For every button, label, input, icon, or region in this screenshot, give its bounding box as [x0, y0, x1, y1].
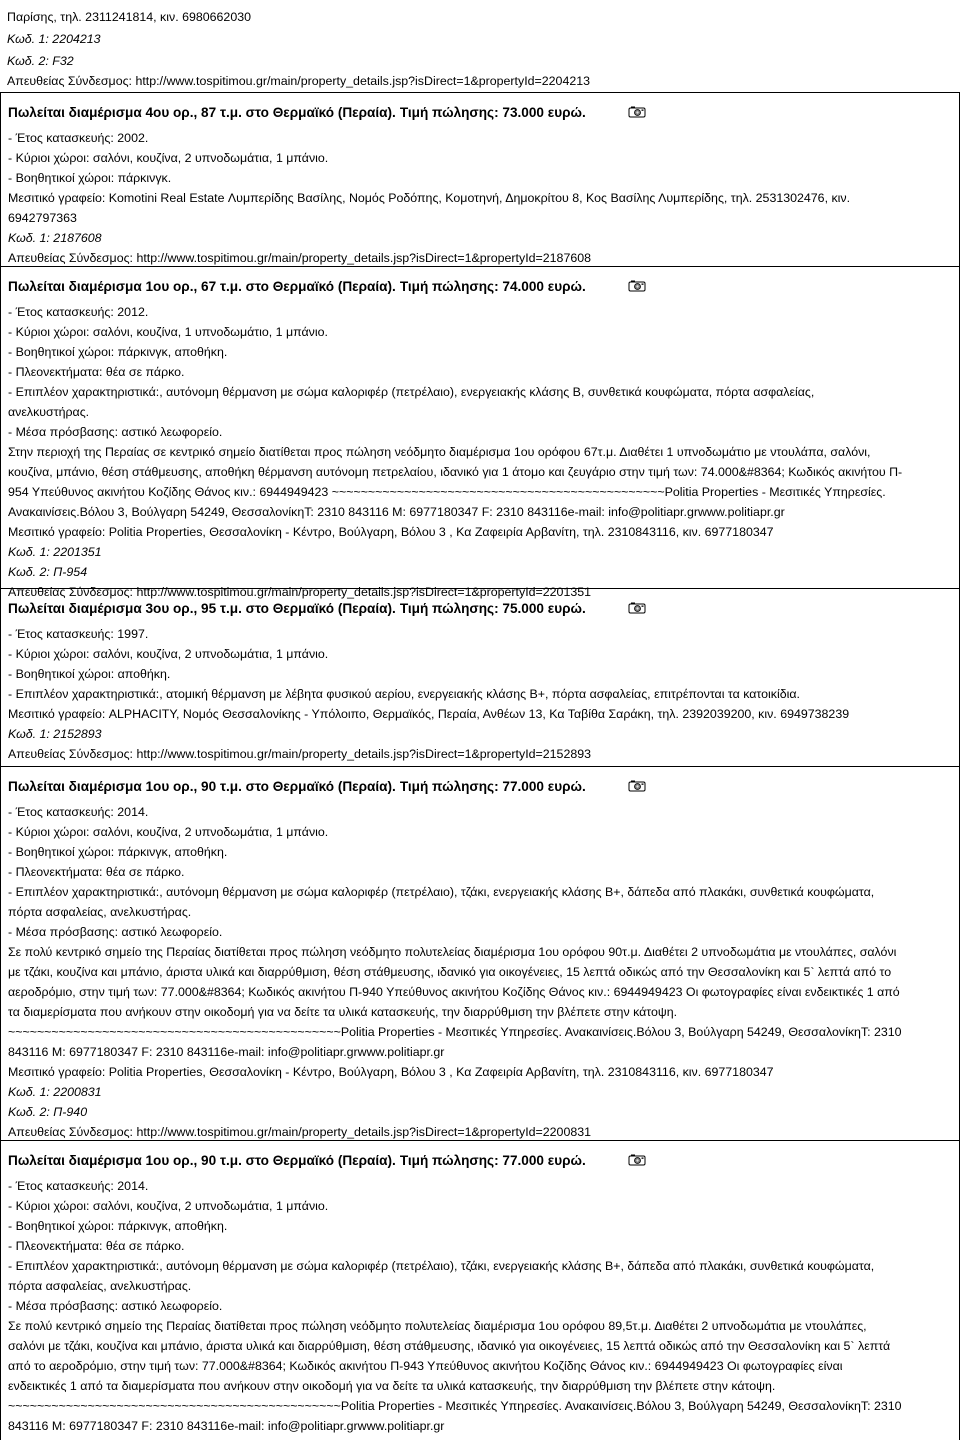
listing-headline: Πωλείται διαμέρισμα 1ου ορ., 67 τ.μ. στο Θερμαϊκό (Περαία).	[8, 279, 396, 294]
listing-price: Τιμή πώλησης: 75.000 ευρώ.	[399, 601, 586, 616]
listing-code: Κωδ. 2: Π-954	[8, 565, 88, 579]
detail-line: - Μέσα πρόσβασης: αστικό λεωφορείο.	[8, 425, 223, 439]
detail-line: - Πλεονεκτήματα: θέα σε πάρκο.	[8, 865, 185, 879]
listing-card	[0, 766, 960, 1140]
detail-line: Μεσιτικό γραφείο: Politia Properties, Θεσσαλονίκη - Κέντρο, Βούλγαρη, Βόλου 3 , Κα Ζαφειρία Αρβανίτη, τηλ. 2310843116, κιν. 6977180347	[8, 1065, 774, 1079]
detail-line: ενδεικτικές 1 από τα διαμερίσματα που ανήκουν στην οικοδομή για να δείτε τα υλικά κατασκευής, την διαρρύθμιση την βλέπετε στην κάτοψη.	[8, 1379, 776, 1393]
listing-code: Κωδ. 1: 2187608	[8, 231, 102, 245]
detail-line: - Πλεονεκτήματα: θέα σε πάρκο.	[8, 1239, 185, 1253]
camera-icon[interactable]	[628, 602, 646, 614]
direct-link[interactable]: Απευθείας Σύνδεσμος: http://www.tospitimou.gr/main/property_details.jsp?isDirect=1&propertyId=2152893	[8, 747, 592, 761]
listing-code: Κωδ. 2: Π-940	[8, 1105, 88, 1119]
camera-icon[interactable]	[628, 1154, 646, 1166]
detail-line: - Βοηθητικοί χώροι: πάρκινγκ, αποθήκη.	[8, 845, 228, 859]
listing-details	[1, 129, 959, 268]
detail-line: - Μέσα πρόσβασης: αστικό λεωφορείο.	[8, 1299, 223, 1313]
direct-link[interactable]: Απευθείας Σύνδεσμος: http://www.tospitimou.gr/main/property_details.jsp?isDirect=1&propertyId=2204213	[7, 74, 591, 88]
listing-card	[0, 92, 960, 266]
detail-line: - Κύριοι χώροι: σαλόνι, κουζίνα, 2 υπνοδωμάτια, 1 μπάνιο.	[8, 151, 329, 165]
direct-link[interactable]: Απευθείας Σύνδεσμος: http://www.tospitimou.gr/main/property_details.jsp?isDirect=1&propertyId=2200831	[8, 1125, 592, 1139]
listing-title	[8, 279, 586, 294]
listing-title	[8, 601, 586, 616]
detail-line: με τζάκι, κουζίνα και μπάνιο, άριστα υλικά και διαρρύθμιση, θέση στάθμευσης, ιδανικό για οικογένειες, 15 λεπτά οδικώς από την Θεσσαλονίκη και 5` λεπτά από το	[8, 965, 892, 979]
detail-line: από το αεροδρόμιο, στην τιμή των: 77.000&#8364; Κωδικός ακινήτου Π-943 Υπεύθυνος ακινήτου Κοζίδης Θάνος κιν.: 6944949423 Οι φωτογραφίες είναι	[8, 1359, 843, 1373]
listing-headline: Πωλείται διαμέρισμα 3ου ορ., 95 τ.μ. στο Θερμαϊκό (Περαία).	[8, 601, 396, 616]
detail-line: πόρτα ασφαλείας, ανελκυστήρας.	[8, 905, 192, 919]
detail-line: Μεσιτικό γραφείο: ALPHACITY, Νομός Θεσσαλονίκης - Υπόλοιπο, Θερμαϊκός, Περαία, Ανθέων 13, Κα Ταβίθα Σαράκη, τηλ. 2392039200, κιν. 6949738239	[8, 707, 850, 721]
detail-line: - Κύριοι χώροι: σαλόνι, κουζίνα, 2 υπνοδωμάτια, 1 μπάνιο.	[8, 1199, 329, 1213]
detail-line: - Πλεονεκτήματα: θέα σε πάρκο.	[8, 365, 185, 379]
detail-line: ~~~~~~~~~~~~~~~~~~~~~~~~~~~~~~~~~~~~~~~~~~~~~~Politia Properties - Μεσιτικές Υπηρεσίες. Ανακαινίσεις.Βόλου 3, Βούλγαρη 54249, ΘεσσαλονίκηT: 2310	[8, 1399, 902, 1413]
detail-line: - Επιπλέον χαρακτηριστικά:, ατομική θέρμανση με λέβητα φυσικού αερίου, ενεργειακής κλάσης B+, πόρτα ασφαλείας, επιτρέπονται τα κατοικίδια.	[8, 687, 800, 701]
detail-line: - Βοηθητικοί χώροι: πάρκινγκ.	[8, 171, 172, 185]
listing-price: Τιμή πώλησης: 77.000 ευρώ.	[399, 1153, 586, 1168]
listing-details	[1, 1177, 959, 1436]
listing-code: Κωδ. 1: 2200831	[8, 1085, 102, 1099]
detail-line: - Επιπλέον χαρακτηριστικά:, αυτόνομη θέρμανση με σώμα καλοριφέρ (πετρέλαιο), τζάκι, ενεργειακής κλάσης B+, δάπεδα από πλακάκι, συνθετικά κουφώματα,	[8, 885, 875, 899]
detail-line: 954 Υπεύθυνος ακινήτου Κοζίδης Θάνος κιν.: 6944949423 ~~~~~~~~~~~~~~~~~~~~~~~~~~~~~~~~~~~~~~~~~~~~~~Politia Properties - Μεσιτικές Υπηρεσίες.	[8, 485, 886, 499]
listing-card	[0, 266, 960, 599]
camera-icon[interactable]	[628, 280, 646, 292]
listing-card	[0, 1140, 960, 1440]
contact-line: Παρίσης, τηλ. 2311241814, κιν. 6980662030	[7, 10, 251, 24]
detail-line: αεροδρόμιο, στην τιμή των: 77.000&#8364; Κωδικός ακινήτου Π-940 Υπεύθυνος ακινήτου Κοζίδης Θάνος κιν.: 6944949423 Οι φωτογραφίες είναι ενδεικτικές 1 από	[8, 985, 900, 999]
detail-line: Ανακαινίσεις.Βόλου 3, Βούλγαρη 54249, ΘεσσαλονίκηT: 2310 843116 M: 6977180347 F: 2310 843116e-mail: info@politiapr.grwww.politiapr.gr	[8, 505, 785, 519]
listing-details	[1, 303, 959, 602]
listing-details	[1, 803, 959, 1142]
camera-icon[interactable]	[628, 106, 646, 118]
detail-line: 6942797363	[8, 211, 77, 225]
listing-card	[0, 588, 960, 766]
direct-link[interactable]: Απευθείας Σύνδεσμος: http://www.tospitimou.gr/main/property_details.jsp?isDirect=1&propertyId=2187608	[8, 251, 592, 265]
detail-line: ανελκυστήρας.	[8, 405, 90, 419]
code-1: Κωδ. 1: 2204213	[7, 32, 101, 46]
detail-line: - Έτος κατασκευής: 1997.	[8, 627, 149, 641]
listing-headline: Πωλείται διαμέρισμα 1ου ορ., 90 τ.μ. στο Θερμαϊκό (Περαία).	[8, 779, 396, 794]
detail-line: - Κύριοι χώροι: σαλόνι, κουζίνα, 2 υπνοδωμάτια, 1 μπάνιο.	[8, 647, 329, 661]
detail-line: 843116 M: 6977180347 F: 2310 843116e-mail: info@politiapr.grwww.politiapr.gr	[8, 1045, 445, 1059]
detail-line: πόρτα ασφαλείας, ανελκυστήρας.	[8, 1279, 192, 1293]
detail-line: - Έτος κατασκευής: 2014.	[8, 805, 149, 819]
listing-headline: Πωλείται διαμέρισμα 1ου ορ., 90 τ.μ. στο Θερμαϊκό (Περαία).	[8, 1153, 396, 1168]
listing-headline: Πωλείται διαμέρισμα 4ου ορ., 87 τ.μ. στο Θερμαϊκό (Περαία).	[8, 105, 396, 120]
listing-code: Κωδ. 1: 2152893	[8, 727, 102, 741]
listing-price: Τιμή πώλησης: 74.000 ευρώ.	[399, 279, 586, 294]
listing-title	[8, 1153, 586, 1168]
detail-line: τα διαμερίσματα που ανήκουν στην οικοδομή για να δείτε τα υλικά κατασκευής, την διαρρύθμιση την βλέπετε στην κάτοψη.	[8, 1005, 678, 1019]
detail-line: σαλόνι με τζάκι, κουζίνα και μπάνιο, άριστα υλικά και διαρρύθμιση, θέση στάθμευσης, ιδανικό για οικογένειες, 15 λεπτά οδικώς από την Θεσσαλονίκη και 5` λεπτά	[8, 1339, 891, 1353]
detail-line: Μεσιτικό γραφείο: Politia Properties, Θεσσαλονίκη - Κέντρο, Βούλγαρη, Βόλου 3 , Κα Ζαφειρία Αρβανίτη, τηλ. 2310843116, κιν. 6977180347	[8, 525, 774, 539]
detail-line: - Μέσα πρόσβασης: αστικό λεωφορείο.	[8, 925, 223, 939]
detail-line: - Επιπλέον χαρακτηριστικά:, αυτόνομη θέρμανση με σώμα καλοριφέρ (πετρέλαιο), τζάκι, ενεργειακής κλάσης B+, δάπεδα από πλακάκι, συνθετικά κουφώματα,	[8, 1259, 875, 1273]
listing-price: Τιμή πώλησης: 73.000 ευρώ.	[399, 105, 586, 120]
camera-icon[interactable]	[628, 780, 646, 792]
detail-line: - Βοηθητικοί χώροι: πάρκινγκ, αποθήκη.	[8, 345, 228, 359]
detail-line: - Επιπλέον χαρακτηριστικά:, αυτόνομη θέρμανση με σώμα καλοριφέρ (πετρέλαιο), ενεργειακής κλάσης B, συνθετικά κουφώματα, πόρτα ασφαλείας,	[8, 385, 815, 399]
listing-price: Τιμή πώλησης: 77.000 ευρώ.	[399, 779, 586, 794]
detail-line: Μεσιτικό γραφείο: Komotini Real Estate Λυμπερίδης Βασίλης, Νομός Ροδόπης, Κομοτηνή, Δημοκρίτου 8, Κος Βασίλης Λυμπερίδης, τηλ. 2531302476, κιν.	[8, 191, 851, 205]
detail-line: - Βοηθητικοί χώροι: πάρκινγκ, αποθήκη.	[8, 1219, 228, 1233]
detail-line: - Κύριοι χώροι: σαλόνι, κουζίνα, 1 υπνοδωμάτιο, 1 μπάνιο.	[8, 325, 328, 339]
detail-line: - Έτος κατασκευής: 2014.	[8, 1179, 149, 1193]
code-2: Κωδ. 2: F32	[7, 54, 74, 68]
detail-line: - Βοηθητικοί χώροι: αποθήκη.	[8, 667, 171, 681]
detail-line: - Έτος κατασκευής: 2002.	[8, 131, 149, 145]
detail-line: κουζίνα, μπάνιο, θέση στάθμευσης, αποθήκη θέρμανση αυτόνομη πετρελαίου, ιδανικό για 1 άτομο και ζευγάριο στην τιμή των: 74.000&#8364; Κωδικός ακινήτου Π-	[8, 465, 903, 479]
detail-line: ~~~~~~~~~~~~~~~~~~~~~~~~~~~~~~~~~~~~~~~~~~~~~~Politia Properties - Μεσιτικές Υπηρεσίες. Ανακαινίσεις.Βόλου 3, Βούλγαρη 54249, ΘεσσαλονίκηT: 2310	[8, 1025, 902, 1039]
detail-line: 843116 M: 6977180347 F: 2310 843116e-mail: info@politiapr.grwww.politiapr.gr	[8, 1419, 445, 1433]
detail-line: Στην περιοχή της Περαίας σε κεντρικό σημείο διατίθεται προς πώληση νεόδμητο διαμέρισμα 1ου ορόφου 67τ.μ. Διαθέτει 1 υπνοδωμάτιο με ντουλάπα, σαλόνι,	[8, 445, 871, 459]
detail-line: - Έτος κατασκευής: 2012.	[8, 305, 149, 319]
listing-code: Κωδ. 1: 2201351	[8, 545, 102, 559]
listing-details	[1, 625, 959, 764]
detail-line: Σε πολύ κεντρικό σημείο της Περαίας διατίθεται προς πώληση νεόδμητο πολυτελείας διαμέρισμα 1ου ορόφου 90τ.μ. Διαθέτει 2 υπνοδωμάτια με ντουλάπες, σαλόνι	[8, 945, 897, 959]
detail-line: - Κύριοι χώροι: σαλόνι, κουζίνα, 2 υπνοδωμάτια, 1 μπάνιο.	[8, 825, 329, 839]
listing-title	[8, 105, 586, 120]
listing-title	[8, 779, 586, 794]
direct-link[interactable]: Απευθείας Σύνδεσμος: http://www.tospitimou.gr/main/property_details.jsp?isDirect=1&propertyId=2201351	[8, 585, 592, 599]
detail-line: Σε πολύ κεντρικό σημείο της Περαίας διατίθεται προς πώληση νεόδμητο πολυτελείας διαμέρισμα 1ου ορόφου 89,5τ.μ. Διαθέτει 2 υπνοδωμάτια με ντουλάπες,	[8, 1319, 867, 1333]
